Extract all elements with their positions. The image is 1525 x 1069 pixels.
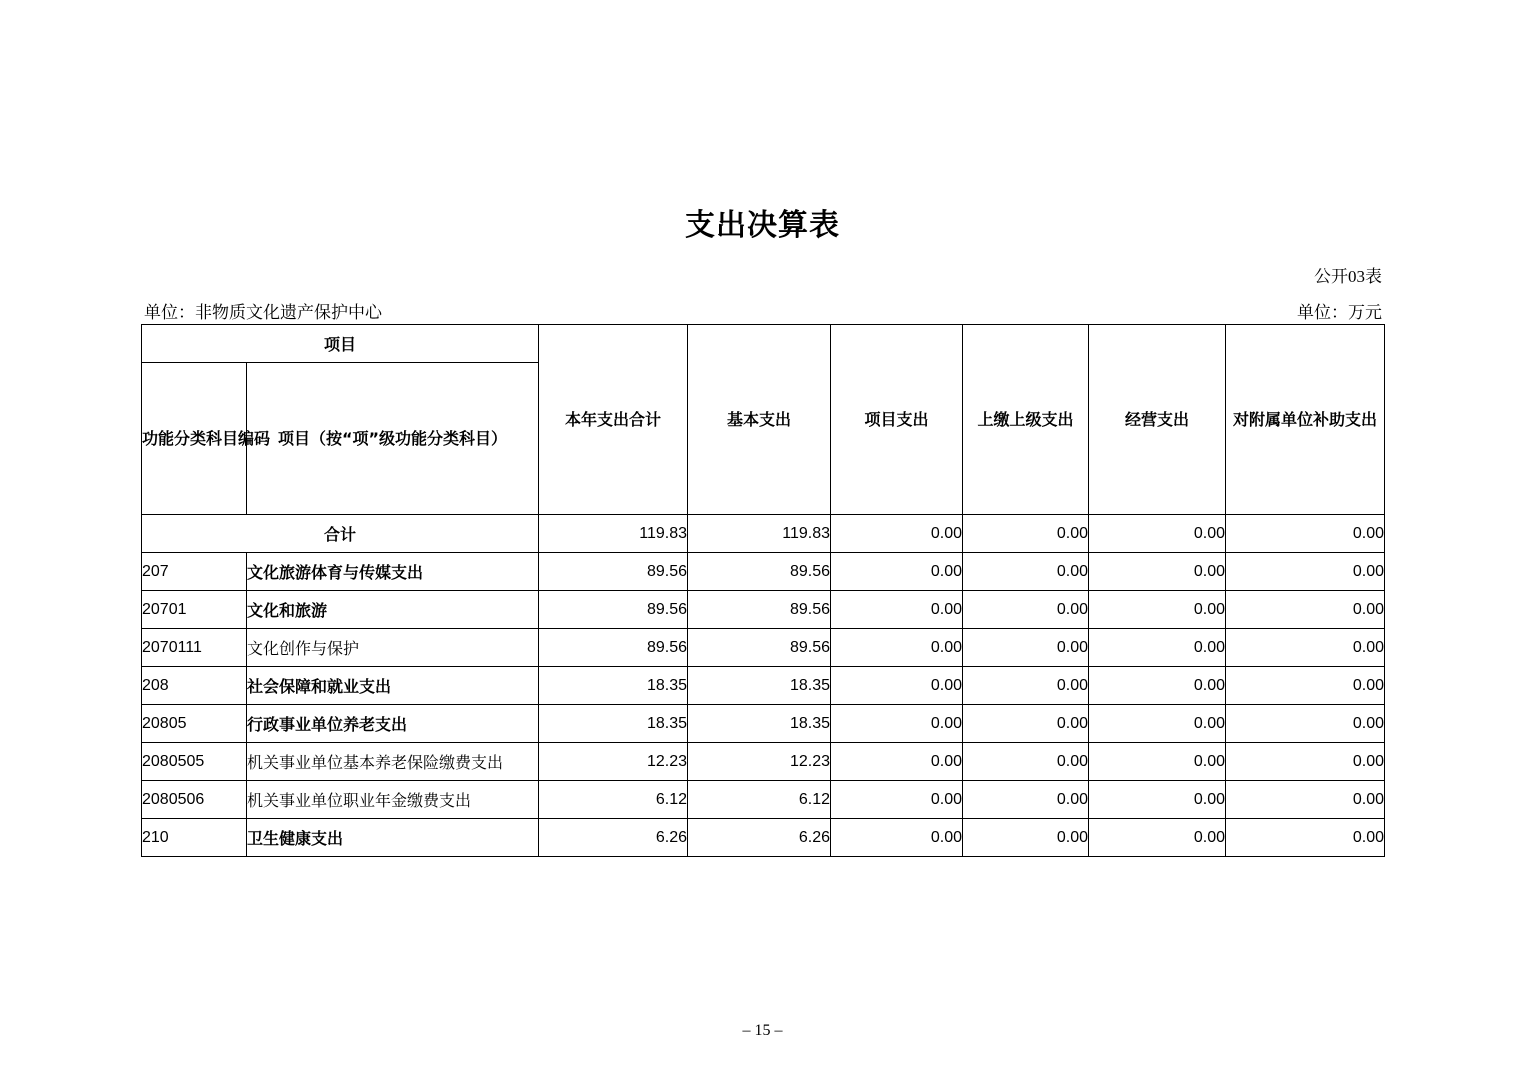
name-cell: 文化旅游体育与传媒支出 xyxy=(247,553,539,591)
project-cell: 0.00 xyxy=(831,667,963,705)
code-cell: 2080505 xyxy=(142,743,247,781)
header-upper: 上缴上级支出 xyxy=(963,325,1089,515)
subsidy-cell: 0.00 xyxy=(1226,667,1385,705)
total-cell: 89.56 xyxy=(539,591,688,629)
code-cell: 20701 xyxy=(142,591,247,629)
subsidy-cell: 0.00 xyxy=(1226,591,1385,629)
business-cell: 0.00 xyxy=(1089,667,1226,705)
basic-cell: 18.35 xyxy=(688,667,831,705)
project-cell: 0.00 xyxy=(831,515,963,553)
total-cell: 89.56 xyxy=(539,553,688,591)
name-cell: 文化和旅游 xyxy=(247,591,539,629)
project-cell: 0.00 xyxy=(831,553,963,591)
total-cell: 18.35 xyxy=(539,705,688,743)
total-cell: 12.23 xyxy=(539,743,688,781)
upper-cell: 0.00 xyxy=(963,629,1089,667)
code-cell: 210 xyxy=(142,819,247,857)
code-cell: 208 xyxy=(142,667,247,705)
code-cell: 2080506 xyxy=(142,781,247,819)
subsidy-cell: 0.00 xyxy=(1226,553,1385,591)
header-project-group: 项目 xyxy=(142,325,539,363)
business-cell: 0.00 xyxy=(1089,705,1226,743)
header-subsidy: 对附属单位补助支出 xyxy=(1226,325,1385,515)
business-cell: 0.00 xyxy=(1089,591,1226,629)
upper-cell: 0.00 xyxy=(963,705,1089,743)
header-total: 本年支出合计 xyxy=(539,325,688,515)
total-cell: 6.12 xyxy=(539,781,688,819)
form-number: 公开03表 xyxy=(1314,267,1382,286)
basic-cell: 89.56 xyxy=(688,591,831,629)
name-cell: 卫生健康支出 xyxy=(247,819,539,857)
page-title: 支出决算表 xyxy=(685,208,840,243)
code-cell: 207 xyxy=(142,553,247,591)
basic-cell: 6.12 xyxy=(688,781,831,819)
table-row xyxy=(142,743,1385,781)
business-cell: 0.00 xyxy=(1089,553,1226,591)
table-row xyxy=(142,629,1385,667)
total-cell: 119.83 xyxy=(539,515,688,553)
upper-cell: 0.00 xyxy=(963,515,1089,553)
expenditure-table xyxy=(141,324,1385,857)
basic-cell: 89.56 xyxy=(688,629,831,667)
unit-organization: 单位：非物质文化遗产保护中心 xyxy=(144,303,382,322)
project-cell: 0.00 xyxy=(831,743,963,781)
table-row xyxy=(142,819,1385,857)
subsidy-cell: 0.00 xyxy=(1226,781,1385,819)
business-cell: 0.00 xyxy=(1089,743,1226,781)
basic-cell: 18.35 xyxy=(688,705,831,743)
upper-cell: 0.00 xyxy=(963,743,1089,781)
subsidy-cell: 0.00 xyxy=(1226,515,1385,553)
page-number: – 15 – xyxy=(742,1022,783,1039)
code-cell: 20805 xyxy=(142,705,247,743)
name-cell: 社会保障和就业支出 xyxy=(247,667,539,705)
basic-cell: 6.26 xyxy=(688,819,831,857)
name-cell: 机关事业单位职业年金缴费支出 xyxy=(247,781,539,819)
header-project: 项目支出 xyxy=(831,325,963,515)
subsidy-cell: 0.00 xyxy=(1226,705,1385,743)
total-cell: 89.56 xyxy=(539,629,688,667)
upper-cell: 0.00 xyxy=(963,819,1089,857)
unit-currency: 单位：万元 xyxy=(1297,303,1382,322)
upper-cell: 0.00 xyxy=(963,781,1089,819)
header-basic: 基本支出 xyxy=(688,325,831,515)
business-cell: 0.00 xyxy=(1089,819,1226,857)
name-cell: 机关事业单位基本养老保险缴费支出 xyxy=(247,743,539,781)
header-name: 项目（按“项”级功能分类科目） xyxy=(247,363,539,515)
table-row xyxy=(142,705,1385,743)
basic-cell: 119.83 xyxy=(688,515,831,553)
project-cell: 0.00 xyxy=(831,819,963,857)
header-code: 功能分类科目编码 xyxy=(142,363,247,515)
subsidy-cell: 0.00 xyxy=(1226,629,1385,667)
subsidy-cell: 0.00 xyxy=(1226,743,1385,781)
total-cell: 18.35 xyxy=(539,667,688,705)
header-business: 经营支出 xyxy=(1089,325,1226,515)
table-row xyxy=(142,591,1385,629)
project-cell: 0.00 xyxy=(831,591,963,629)
total-row xyxy=(142,515,1385,553)
project-cell: 0.00 xyxy=(831,781,963,819)
project-cell: 0.00 xyxy=(831,705,963,743)
business-cell: 0.00 xyxy=(1089,781,1226,819)
upper-cell: 0.00 xyxy=(963,553,1089,591)
basic-cell: 12.23 xyxy=(688,743,831,781)
subsidy-cell: 0.00 xyxy=(1226,819,1385,857)
upper-cell: 0.00 xyxy=(963,667,1089,705)
table-row xyxy=(142,553,1385,591)
business-cell: 0.00 xyxy=(1089,629,1226,667)
total-cell: 6.26 xyxy=(539,819,688,857)
business-cell: 0.00 xyxy=(1089,515,1226,553)
upper-cell: 0.00 xyxy=(963,591,1089,629)
project-cell: 0.00 xyxy=(831,629,963,667)
name-cell: 行政事业单位养老支出 xyxy=(247,705,539,743)
basic-cell: 89.56 xyxy=(688,553,831,591)
table-row xyxy=(142,781,1385,819)
total-label: 合计 xyxy=(142,515,539,553)
name-cell: 文化创作与保护 xyxy=(247,629,539,667)
table-row xyxy=(142,667,1385,705)
code-cell: 2070111 xyxy=(142,629,247,667)
